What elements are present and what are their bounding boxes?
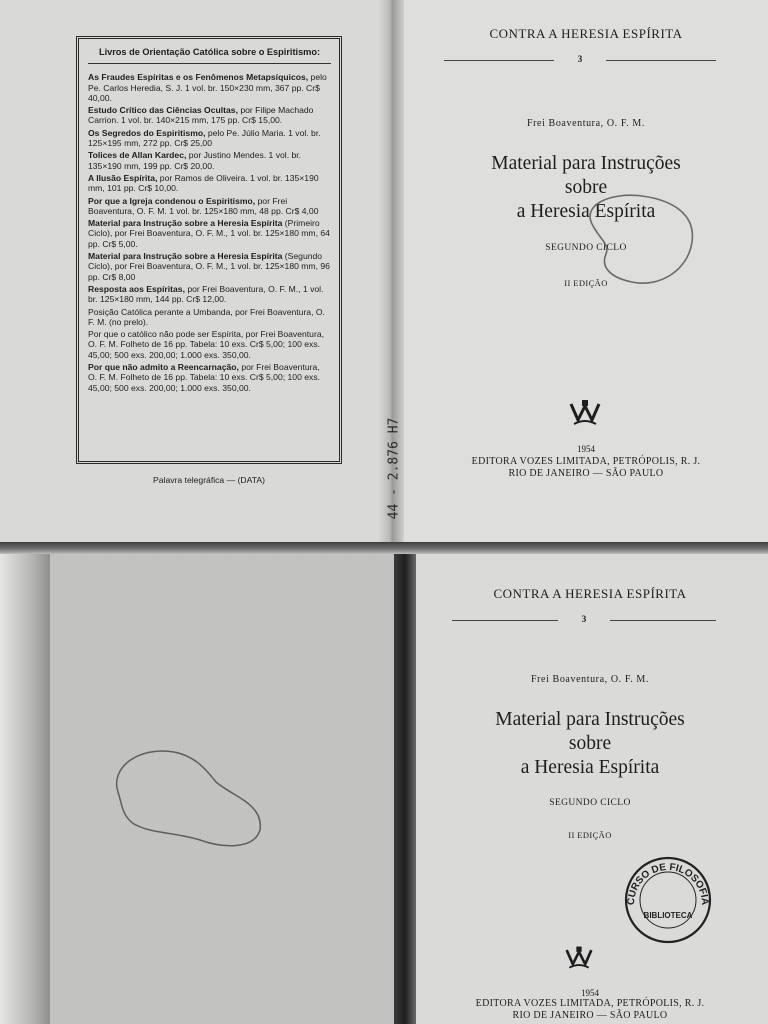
- publisher: [412, 998, 768, 1022]
- catalog-entry-title: Por que não admito a Reencarnação,: [88, 362, 239, 373]
- catalog-entry-details: Posição Católica perante a Umbanda, por Frei Boaventura, O. F. M. (no prelo).: [88, 306, 325, 327]
- book-spread-second-photo: [0, 542, 768, 1024]
- telegraph-word: Palavra telegráfica — (DATA): [153, 475, 265, 485]
- catalog-entry: [88, 72, 331, 103]
- catalog-entry: [88, 173, 331, 194]
- catalog-entry-title: Tolices de Allan Kardec,: [88, 150, 187, 161]
- book-title: [412, 708, 768, 780]
- book-spine-dark: [394, 542, 416, 1024]
- catalog-entry-title: Material para Instrução sobre a Heresia Espírita: [88, 251, 283, 262]
- catalog-heading: Livros de Orientação Católica sobre o Espiritismo:: [88, 47, 331, 64]
- catalog-entry-details: Por que o católico não pode ser Espírita, por Frei Boaventura, O. F. M. Folheto de 16 pp. Tabela: 10 exs. Cr$ 5,00; 100 exs. 45,00; 500 exs. 200,00; 1.000 exs. 350,00.: [88, 329, 324, 360]
- series-number: 3: [577, 54, 583, 64]
- catalog-entry-details: por Ramos de Oliveira. 1 vol. br. 135×190 mm, 101 pp. Cr$ 10,00.: [88, 172, 319, 194]
- publisher-monogram-icon: [564, 944, 594, 972]
- year: 1954: [577, 444, 595, 454]
- title-line-1: Material para Instruções: [491, 153, 681, 174]
- title-line-2: sobre: [564, 177, 608, 198]
- catalog-list: [88, 72, 331, 393]
- catalog-entry-title: Por que a Igreja condenou o Espiritismo,: [88, 195, 256, 206]
- publisher: [404, 456, 768, 480]
- title-line-3: a Heresia Espírita: [520, 757, 660, 778]
- publisher-line-2: RIO DE JANEIRO — SÃO PAULO: [512, 1010, 668, 1021]
- catalog-box: [76, 36, 342, 464]
- publisher-monogram-icon: [568, 398, 602, 428]
- coffee-stain-outline: [572, 184, 702, 294]
- catalog-entry-details: por Frei Boaventura, O. F. M. Folheto de 16 pp. Tabela: 10 exs. Cr$ 5,00; 100 exs. 45,00; 500 exs. 200,00; 1.000 exs. 350,00.: [88, 362, 321, 393]
- catalog-entry-title: Material para Instrução sobre a Heresia Espírita: [88, 218, 283, 229]
- catalog-entry-details: por Filipe Machado Carrion. 1 vol. br. 140×215 mm, 175 pp. Cr$ 15,00.: [88, 105, 314, 126]
- catalog-entry-details: (Segundo Ciclo), por Frei Boaventura, O. F. M., 1 vol. br. 125×180 mm, 96 pp. Cr$ 8,00: [88, 251, 330, 282]
- catalog-entry-details: pelo Pe. Carlos Heredia, S. J. 1 vol. br. 150×230 mm, 367 pp. Cr$ 40,00.: [88, 72, 327, 103]
- edition: II EDIÇÃO: [568, 830, 612, 840]
- stamp-arc-textpath: CURSO DE FILOSOFIA: [625, 861, 711, 906]
- rule-right: [610, 620, 716, 621]
- catalog-entry-details: por Frei Boaventura, O. F. M. 1 vol. br. 125×180 mm, 48 pp. Cr$ 4,00: [88, 195, 319, 216]
- rule-right: [606, 60, 716, 61]
- catalog-entry: [88, 150, 331, 171]
- catalog-entry-title: Resposta aos Espíritas,: [88, 283, 185, 294]
- author: Frei Boaventura, O. F. M.: [530, 674, 650, 685]
- series-number: 3: [581, 614, 587, 624]
- catalog-entry-details: por Frei Boaventura, O. F. M., 1 vol. br. 125×180 mm, 144 pp. Cr$ 12,00.: [88, 283, 324, 305]
- cycle: SEGUNDO CICLO: [549, 798, 631, 808]
- title-line-1: Material para Instruções: [495, 709, 685, 730]
- stamp-center-text: BIBLIOTECA: [643, 911, 693, 920]
- catalog-entry: [88, 307, 331, 328]
- catalog-entry: [88, 251, 331, 282]
- catalog-entry-details: (Primeiro Ciclo), por Frei Boaventura, O. F. M., 1 vol. br. 125×180 mm, 64 pp. Cr$ 5,00.: [88, 218, 330, 249]
- title-line-2: sobre: [568, 733, 612, 754]
- catalog-entry: [88, 218, 331, 249]
- rule-left: [452, 620, 558, 621]
- catalog-entry-title: A Ilusão Espírita,: [88, 172, 158, 183]
- catalog-entry: [88, 284, 331, 305]
- catalog-entry-title: As Fraudes Espíritas e os Fenômenos Metapsíquicos,: [88, 72, 309, 83]
- catalog-entry: [88, 128, 331, 149]
- stamp-arc-text: [626, 862, 710, 906]
- catalog-entry-title: Os Segredos do Espiritismo,: [88, 127, 206, 138]
- publisher-line-1: EDITORA VOZES LIMITADA, PETRÓPOLIS, R. J.: [475, 998, 705, 1009]
- edition: II EDIÇÃO: [564, 278, 608, 288]
- rule-left: [444, 60, 554, 61]
- catalog-entry-title: Estudo Crítico das Ciências Ocultas,: [88, 105, 238, 116]
- title-line-3: a Heresia Espírita: [516, 201, 656, 222]
- top-edge-shadow: [0, 542, 768, 554]
- page-edge-shadow: [0, 542, 50, 1024]
- catalog-entry: [88, 362, 331, 393]
- publisher-line-1: EDITORA VOZES LIMITADA, PETRÓPOLIS, R. J.: [471, 456, 701, 467]
- catalog-entry: [88, 196, 331, 217]
- year: 1954: [581, 988, 599, 998]
- call-number-text: 44 - 2.876 H7: [386, 417, 402, 520]
- stain-outline: [104, 738, 274, 858]
- publisher-line-2: RIO DE JANEIRO — SÃO PAULO: [508, 468, 664, 479]
- series-title: CONTRA A HERESIA ESPÍRITA: [493, 586, 687, 601]
- catalog-entry-details: pelo Pe. Júlio Maria. 1 vol. br. 125×195 mm, 272 pp. Cr$ 25,00: [88, 127, 321, 149]
- catalog-entry-details: por Justino Mendes. 1 vol. br. 135×190 mm, 199 pp. Cr$ 20,00.: [88, 150, 302, 171]
- library-call-number: [376, 415, 406, 535]
- library-stamp: [620, 852, 716, 948]
- author: Frei Boaventura, O. F. M.: [526, 118, 646, 129]
- cycle: SEGUNDO CICLO: [545, 243, 627, 253]
- series-title: CONTRA A HERESIA ESPÍRITA: [489, 26, 683, 41]
- catalog-entry: [88, 329, 331, 360]
- catalog-entry: [88, 105, 331, 126]
